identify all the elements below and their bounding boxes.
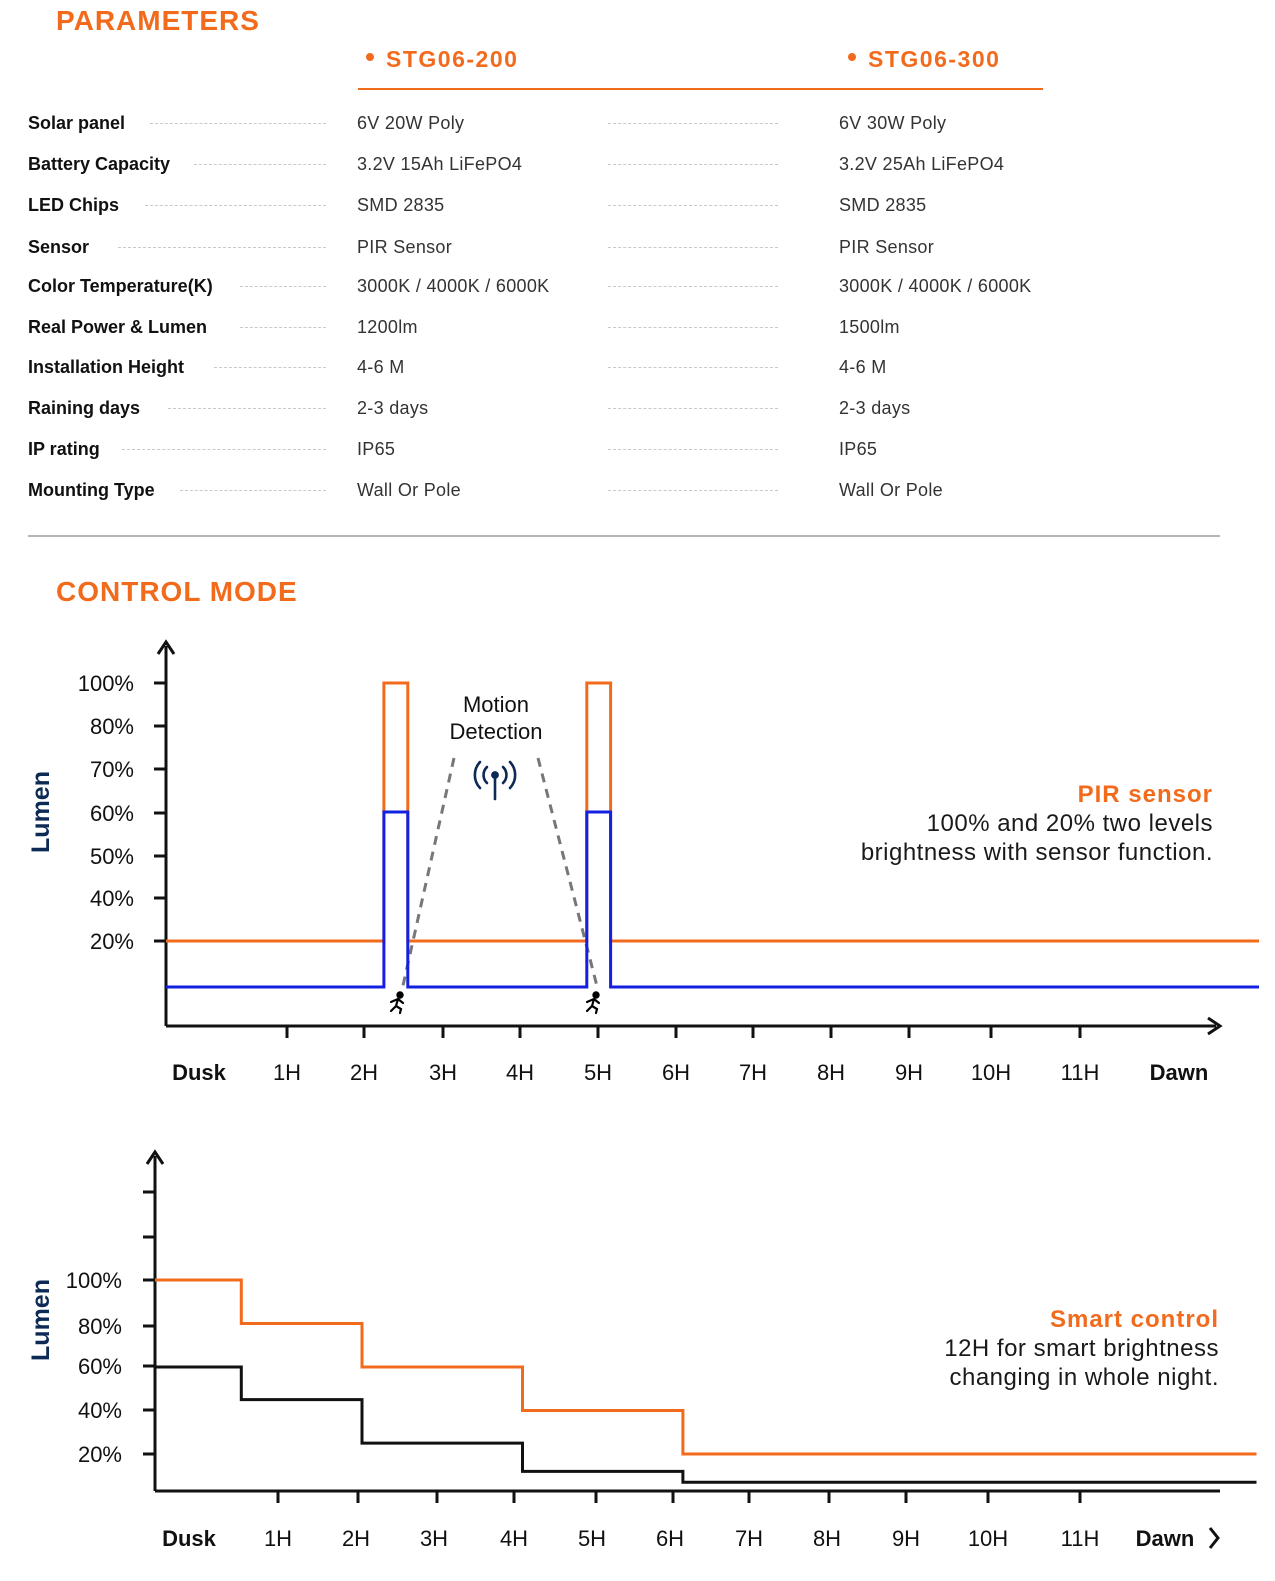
x-tick-label: 6H — [655, 1526, 685, 1551]
param-value-a: 3000K / 4000K / 6000K — [357, 276, 550, 296]
x-tick-label: 1H — [263, 1526, 293, 1551]
dotted-leader — [608, 449, 778, 450]
param-row — [0, 434, 1275, 464]
running-person-icon — [391, 992, 403, 1013]
y-tick-label: 50% — [89, 844, 134, 869]
param-value-b: SMD 2835 — [839, 195, 927, 215]
x-tick-label: 3H — [419, 1526, 449, 1551]
x-tick-label: 5H — [583, 1060, 613, 1085]
param-value-b: 2-3 days — [839, 398, 911, 418]
param-label: Color Temperature(K) — [28, 276, 213, 296]
smart-legend-line2: changing in whole night. — [949, 1364, 1219, 1391]
param-value-b: 3.2V 25Ah LiFePO4 — [839, 154, 1005, 174]
dotted-leader — [608, 205, 778, 206]
dotted-leader — [608, 490, 778, 491]
param-label: Raining days — [28, 398, 141, 418]
dotted-leader — [608, 123, 778, 124]
x-tick-label: 4H — [505, 1060, 535, 1085]
smart-legend-title: Smart control — [1049, 1306, 1219, 1333]
param-row — [0, 393, 1275, 423]
pir-legend — [861, 781, 1213, 867]
param-row — [0, 190, 1275, 220]
param-value-a: 4-6 M — [357, 357, 405, 377]
param-value-b: 3000K / 4000K / 6000K — [839, 276, 1032, 296]
dotted-leader — [180, 490, 326, 491]
dotted-leader — [214, 367, 326, 368]
x-tick-label: Dusk — [172, 1060, 226, 1085]
param-label: LED Chips — [28, 195, 120, 215]
dotted-leader — [608, 164, 778, 165]
x-tick-label: Dusk — [162, 1526, 216, 1551]
model-header-a — [366, 46, 518, 73]
bullet-icon — [848, 53, 856, 61]
dotted-leader — [608, 367, 778, 368]
y-tick-label: 40% — [77, 1398, 122, 1423]
antenna-signal-icon — [475, 762, 515, 799]
x-tick-label: 9H — [894, 1060, 924, 1085]
param-value-a: 6V 20W Poly — [357, 113, 465, 133]
param-value-a: IP65 — [357, 439, 396, 459]
y-axis-label: Lumen — [27, 1279, 55, 1361]
param-row — [0, 475, 1275, 505]
dotted-leader — [194, 164, 326, 165]
param-value-a: SMD 2835 — [357, 195, 445, 215]
model-name-b: STG06-300 — [868, 46, 1001, 72]
param-row — [0, 271, 1275, 301]
y-tick-label: 40% — [89, 886, 134, 911]
param-value-b: 1500lm — [839, 317, 900, 337]
control-mode-title: CONTROL MODE — [56, 576, 298, 607]
motion-detection-label: Motion — [462, 692, 530, 717]
dotted-leader — [240, 286, 326, 287]
motion-detection-label: Detection — [449, 719, 543, 744]
running-person-icon — [587, 992, 599, 1013]
param-value-b: IP65 — [839, 439, 878, 459]
param-label: IP rating — [28, 439, 100, 459]
param-label: Real Power & Lumen — [28, 317, 208, 337]
dotted-leader — [122, 449, 326, 450]
y-tick-label: 60% — [89, 801, 134, 826]
y-tick-label: 60% — [77, 1354, 122, 1379]
y-tick-label: 80% — [89, 714, 134, 739]
model-name-a: STG06-200 — [386, 46, 519, 72]
parameters-title: PARAMETERS — [56, 5, 260, 36]
x-tick-label: 10H — [967, 1526, 1009, 1551]
param-value-a: Wall Or Pole — [357, 480, 461, 500]
chevron-right-icon — [1210, 1528, 1218, 1548]
param-label: Solar panel — [28, 113, 126, 133]
x-tick-label: Dawn — [1135, 1526, 1195, 1551]
x-tick-label: 2H — [341, 1526, 371, 1551]
dotted-leader — [608, 247, 778, 248]
param-value-b: 6V 30W Poly — [839, 113, 947, 133]
param-value-b: 4-6 M — [839, 357, 887, 377]
dotted-leader — [608, 327, 778, 328]
y-tick-label: 70% — [89, 757, 134, 782]
x-tick-label: 7H — [738, 1060, 768, 1085]
x-tick-label: 3H — [428, 1060, 458, 1085]
x-tick-label: 8H — [816, 1060, 846, 1085]
dotted-leader — [608, 286, 778, 287]
param-row — [0, 149, 1275, 179]
y-tick-label: 80% — [77, 1314, 122, 1339]
x-tick-label: 9H — [891, 1526, 921, 1551]
pir-legend-line1: 100% and 20% two levels — [926, 810, 1213, 837]
y-tick-label: 100% — [77, 671, 134, 696]
x-tick-label: 11H — [1060, 1060, 1100, 1085]
dotted-leader — [150, 123, 326, 124]
detection-cone-line — [538, 758, 598, 990]
model-header-b — [848, 46, 1000, 73]
model-header-rule — [358, 88, 1043, 90]
param-value-b: PIR Sensor — [839, 237, 935, 257]
param-row — [0, 232, 1275, 262]
y-tick-label: 20% — [77, 1442, 122, 1467]
y-tick-label: 20% — [89, 929, 134, 954]
dotted-leader — [608, 408, 778, 409]
pir-legend-line2: brightness with sensor function. — [860, 839, 1213, 866]
dotted-leader — [168, 408, 326, 409]
x-tick-label: Dawn — [1149, 1060, 1209, 1085]
x-tick-label: 7H — [734, 1526, 764, 1551]
x-tick-label: 4H — [499, 1526, 529, 1551]
x-tick-label: 8H — [812, 1526, 842, 1551]
dotted-leader — [240, 327, 326, 328]
pir-legend-title: PIR sensor — [1077, 781, 1213, 808]
smart-legend-line1: 12H for smart brightness — [944, 1335, 1219, 1362]
param-label: Battery Capacity — [28, 154, 171, 174]
param-label: Sensor — [28, 237, 90, 257]
param-value-a: 3.2V 15Ah LiFePO4 — [357, 154, 523, 174]
param-label: Installation Height — [28, 357, 185, 377]
y-axis-label: Lumen — [27, 771, 55, 853]
dotted-leader — [118, 247, 326, 248]
dotted-leader — [145, 205, 326, 206]
bullet-icon — [366, 53, 374, 61]
y-tick-label: 100% — [65, 1268, 122, 1293]
x-tick-label: 1H — [272, 1060, 302, 1085]
param-value-b: Wall Or Pole — [839, 480, 943, 500]
param-value-a: 1200lm — [357, 317, 418, 337]
section-divider — [28, 535, 1220, 537]
x-tick-label: 6H — [661, 1060, 691, 1085]
param-value-a: 2-3 days — [357, 398, 429, 418]
param-row — [0, 312, 1275, 342]
x-tick-label: 2H — [349, 1060, 379, 1085]
detection-cone-line — [402, 758, 454, 990]
param-row — [0, 352, 1275, 382]
x-tick-label: 10H — [970, 1060, 1012, 1085]
param-label: Mounting Type — [28, 480, 155, 500]
x-tick-label: 11H — [1060, 1526, 1100, 1551]
smart-legend — [944, 1306, 1219, 1392]
param-value-a: PIR Sensor — [357, 237, 453, 257]
x-tick-label: 5H — [577, 1526, 607, 1551]
param-row — [0, 108, 1275, 138]
